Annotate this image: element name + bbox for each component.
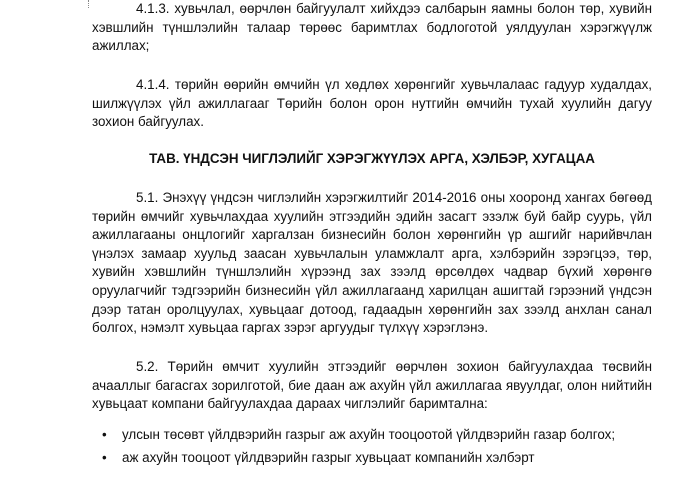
bullet-text: аж ахуйн тооцоот үйлдвэрийн газрыг хувьцаат компанийн хэлбэрт [122,449,535,465]
paragraph-5-2: 5.2. Төрийн өмчит хуулийн этгээдийг өөрчлөн зохион байгуулахдаа төсвийн ачааллыг багасгах зорилготой, бие даан аж ахуйн үйл ажиллагаа явуулдаг, олон нийтийн хувьцаат компани байгуулахдаа дараах чиглэлийг баримтална: [92,359,652,412]
list-item [92,449,652,468]
bullet-text: улсын төсөвт үйлдвэрийн газрыг аж ахуйн тооцоотой үйлдвэрийн газар болгох; [122,427,616,442]
bullet-icon: • [102,449,107,465]
paragraph-4-1-3: 4.1.3. хувьчлал, өөрчлөн байгуулалт хийхдээ салбарын яамны болон төр, хувийн хэвшлийн түншлэлийн талаар төрөөс баримтлах бодлоготой уялдуулан хэрэгжүүлж ажиллах; [92,1,652,54]
paragraph-5-1: 5.1. Энэхүү үндсэн чиглэлийн хэрэгжилтийг 2014-2016 оны хооронд хангах бөгөөд төрийн өмчийг хувьчлахдаа хуулийн этгээдийн эдийн засагт эзэлж буй байр суурь, үйл ажиллагааны онцлогийг харгалзан бизнесийн болон хөрөнгийн үр ашгийг нарийвчлан үнэлэх замаар хуульд заасан хувьчлалын уламжлалт арга, хэлбэрийн зэрэгцээ, төр, хувийн хэвшлийн түншлэлийн хүрээнд зах зээлд өрсөлдөх чадвар бүхий хөрөнгө оруулагчийг тэдгээрийн бизнесийн үйл ажиллагаанд харилцан ашигтай гэрээний үндсэн дээр татан оролцуулах, хувьцааг дотоод, гадаадын хөрөнгийн зах зээлд анхлан санал болгох, нэмэлт хувьцаа гаргах зэрэг аргуудыг түлхүү хэрэглэнэ. [92,190,652,336]
paragraph-4-1-4: 4.1.4. төрийн өөрийн өмчийн үл хөдлөх хөрөнгийг хувьчлалаас гадуур худалдах, шилжүүлэх үйл ажиллагааг Төрийн болон орон нутгийн өмчийн тухай хуулийн дагуу зохион байгуулах. [92,77,652,130]
bullet-icon: • [102,427,107,442]
list-item [92,426,652,445]
bullet-list [92,426,652,471]
section-heading: ТАВ. ҮНДСЭН ЧИГЛЭЛИЙГ ХЭРЭГЖҮҮЛЭХ АРГА, ХЭЛБЭР, ХУГАЦАА [149,151,595,166]
margin-marker [88,0,90,8]
